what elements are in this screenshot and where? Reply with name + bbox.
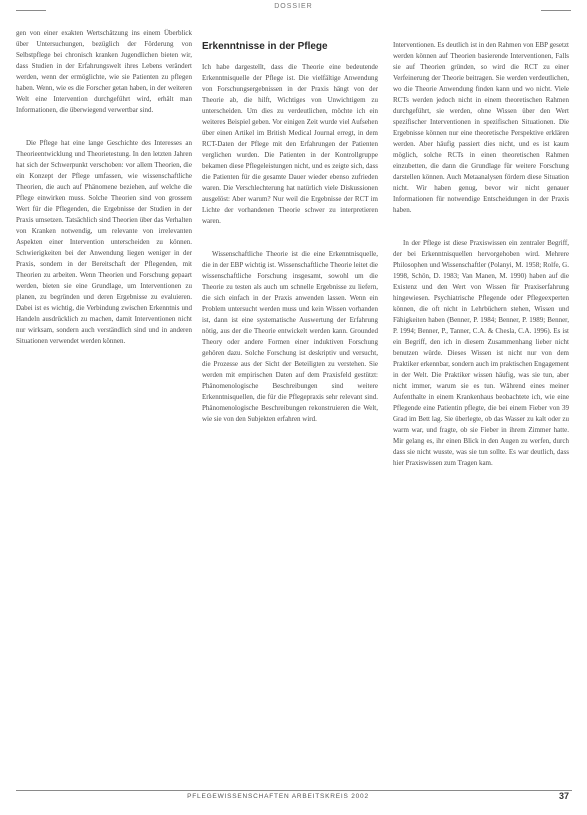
running-head: DOSSIER	[274, 3, 313, 10]
footer-rule	[16, 790, 572, 791]
column-3	[393, 40, 569, 469]
column-1	[16, 28, 192, 347]
column-2	[202, 40, 378, 425]
page-number: 37	[558, 791, 569, 801]
journal-footer: PFLEGEWISSENSCHAFTEN ARBEITSKREIS 2002	[187, 793, 369, 800]
column-2-paragraph-2: Wissenschaftliche Theorie ist die eine Erkenntnisquelle, die in der EBP wichtig ist. Wissenschaftliche Theorie leitet die wissenschaftliche Forschung insgesamt, sowohl um die Theorie zu testen als auch um schnelle Ergebnisse zu liefern, die sich einfach in der Praxis anwenden lassen. Wenn ein Problem untersucht werden muss und kein Wissen vorhanden ist, dann ist eine systematische Auswertung der Erfahrung nötig, aus der die Theorie entwickelt werden kann. Grounded Theory oder andere Formen einer induktiven Forschung gehören dazu. Solche Forschung ist deskriptiv und versucht, die Prozesse aus der Sicht der Beteiligten zu verstehen. Sie werden mit empirischen Daten auf dem Praxisfeld gestützt: Phänomenologische Beschreibungen sind weitere Erkenntnisquellen, die für die Pflegepraxis sehr relevant sind. Phänomenologische Beschreibungen rekonstruieren die Welt, wie sie von den Subjekten erfahren wird.	[202, 250, 378, 423]
header-rule-right	[541, 10, 571, 11]
paragraph-gap	[202, 227, 378, 249]
section-title: Erkenntnisse in der Pflege	[202, 41, 328, 52]
header-rule-left	[16, 10, 46, 11]
column-3-paragraph-1: Interventionen. Es deutlich ist in den Rahmen von EBP gesetzt werden können auf Theorien basierende Interventionen, Falls sie auf Theorien gründen, so wird die RCT zu einer Verfeinerung der Theorie beitragen. Sie werden verdeutlichen, wo die Theorie Anwendung finden kann und wo nicht. Viele RCTs werden jedoch nicht in einem theoretischen Rahmen durchgeführt, sie werden, ohne Wissen über den Wert spezifischer Interventionen in spezifischen Situationen. Die Ergebnisse können nur eine theoretische Perspektive erklären werden. Aber häufig passiert dies nicht, und es ist kaum möglich, solche RCTs in einen theoretischen Rahmen einzubetten, die dann die Grundlage für weitere Forschung darstellen können. Auch Metaanalysen fördern diese Situation nicht. Wir haben genug, bevor wir nicht genauer Informationen für notwendige Entscheidungen in der Praxis haben.	[393, 41, 569, 214]
column-2-paragraph-1: Ich habe dargestellt, dass die Theorie eine bedeutende Erkenntnisquelle der Pflege ist. Die vielfältige Anwendung von Forschungsergebnissen in der Praxis hängt von der Theorie ab, die hilft, Wichtiges von Unwichtigem zu unterscheiden. Um dies zu verdeutlichen, möchte ich ein weiteres Beispiel geben. Vor einigen Zeit wurde viel Aufsehen über einen Artikel im British Medical Journal erregt, in dem RCT-Daten der Pflege mit den Erfahrungen der Patienten verglichen wurden. Die Patienten in der Kontrollgruppe bekamen diese Pflegeleistungen nicht, und es zeigte sich, dass die Patienten für die gesamte Dauer wieder ebenso zufrieden waren. Die Verschlechterung hat natürlich viele Diskussionen ausgelöst: Aber warum? Nur weil die Ergebnisse der RCT im Lichte der vorhandenen Theorie schwer zu interpretieren waren.	[202, 63, 378, 225]
column-3-paragraph-2: In der Pflege ist diese Praxiswissen ein zentraler Begriff, der bei Erkenntnisquellen hervorgehoben wird. Mehrere Philosophen und Wissenschaftler (Polanyi, M. 1958; Rolfe, G. 1998, Schön, D. 1983; Van Manen, M. 1990) haben auf die Existenz und den Wert von Wissen für Praxiserfahrung hingewiesen. Psychiatrische Pflegende oder Pflegeexperten können, die oft nicht in Lehrbüchern stehen, Wissen und Fähigkeiten haben (Benner, P. 1984; Benner, P. 1989; Benner, P. 1994; Benner, P., Tanner, C.A. & Chesla, C.A. 1996). Es ist ein Begriff, den ich in diesem Zusammenhang lieber nicht benutzen würde. Dieses Wissen ist nicht nur von dem Praktiker erkennbar, sondern auch im praktischen Engagement in der Welt. Die Praktiker wissen häufig, was sie tun, aber nicht immer, warum sie es tun. Während eines meiner Aufenthalte in einem Krankenhaus beobachtete ich, wie eine Pflegende eine Patientin pflegte, die bei einem Fieber von 39 Grad im Bett lag. Sie überlegte, ob das Wasser zu kalt oder zu warm war, und fragte, ob sie Fieber in ihrem Zimmer hatte. Mir gelang es, ihr einen Blick in den Augen zu werfen, durch dass sie nicht wusste, was sie tun sollte. Es war deutlich, dass hier Praxiswissen zum Tragen kam.	[393, 239, 569, 467]
column-1-paragraph-2: Die Pflege hat eine lange Geschichte des Interesses an Theorieentwicklung und Theorietestung. In den letzten Jahren hat sich der Schwerpunkt verschoben: vor allem Theorien, die ein Konzept der Pflege umfassen, wie wissenschaftliche Theorien, die auch auf Phänomene beziehen, auf welche die Pflege einwirken muss. Solche Theorien sind von grossem Wert für die Pflegenden, die Ergebnisse der Studien in der Praxis umsetzen. Tatsächlich sind Theorien über das Verhalten von Kranken notwendig, um relevante von irrelevanten Aspekten einer Intervention unterscheiden zu können. Schwierigkeiten bei der Anwendung liegen weniger in der Praxis, sondern in der Bereitschaft der Pflegenden, mit Theorien zu arbeiten. Wenn Theorien und Forschung gepaart werden, bieten sie eine Grundlage, um Interventionen zu planen, zu begründen und deren Ergebnisse zu evaluieren. Dabei ist es wichtig, die Verbindung zwischen Erkenntnis und Handeln ausdrücklich zu machen, damit Interventionen nicht nur wirksam, sondern auch verständlich sind und in anderen Situationen verwendet werden können.	[16, 139, 192, 345]
paragraph-gap	[16, 116, 192, 138]
column-1-paragraph-1: gen von einer exakten Wertschätzung ins einem Überblick über Untersuchungen, bezüglich der Förderung von Selbstpflege bei chronisch kranken Jugendlichen bieten wir, dass Studien in der Erfahrungswelt ihres Lebens verändert werden, wenn der ermöglichte, wie sie Patienten zu pflegen haben. Wenn, wie es die Forscher getan haben, in der weiteren Welt eine Intervention durchgeführt wird, erhält man Informationen, die überwiegend verwertbar sind.	[16, 29, 192, 114]
paragraph-gap	[393, 216, 569, 238]
